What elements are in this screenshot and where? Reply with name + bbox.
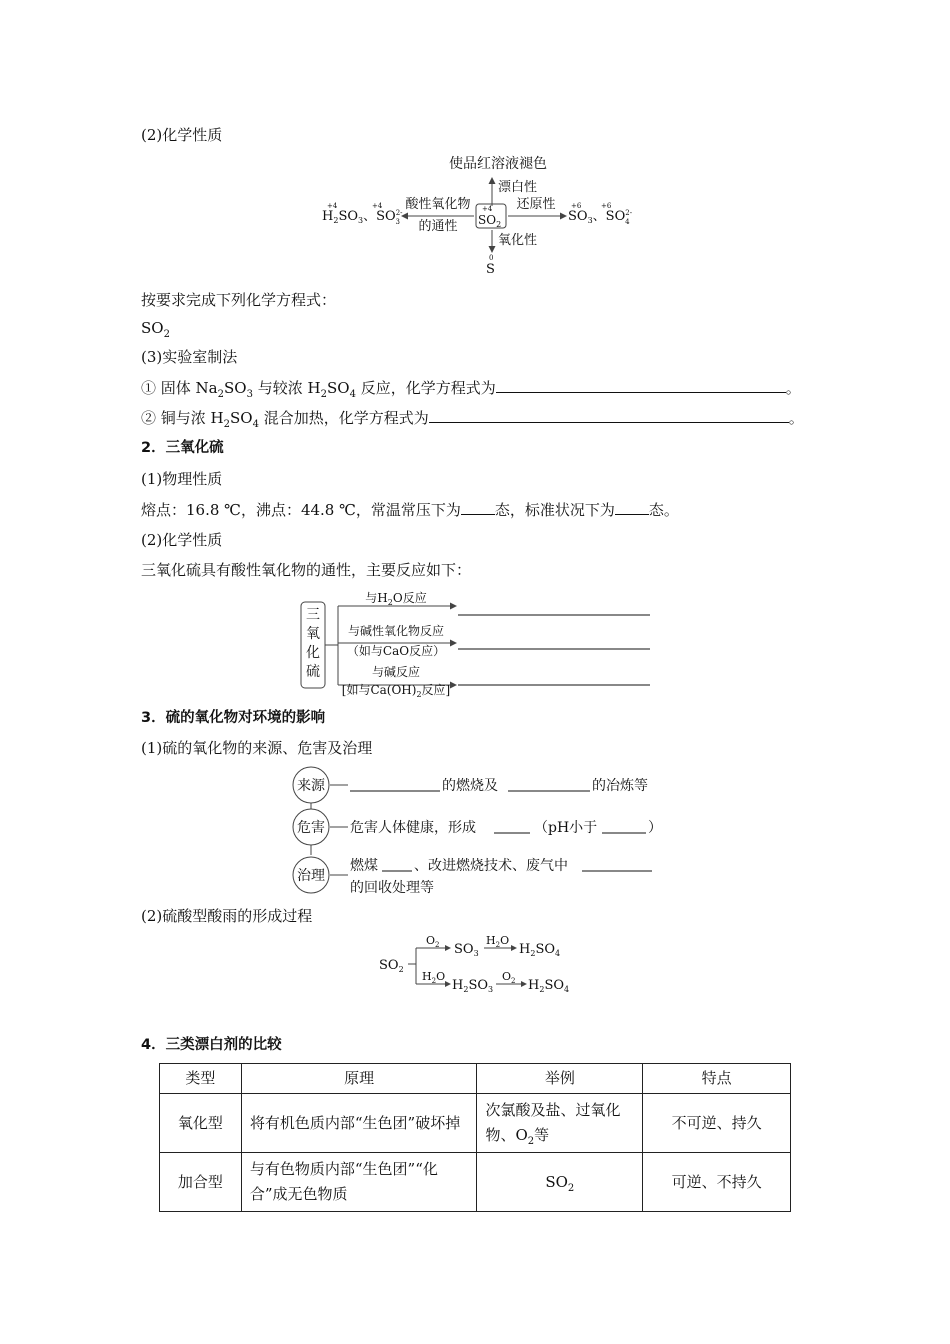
lab-item-2: ② 铜与浓 $H_2SO_4$ 混合加热，化学方程式为 。 xyxy=(141,409,804,430)
branch-2-label: 与碱性氧化物反应 xyxy=(347,624,445,638)
rain-end-2: $H_2SO_4$ xyxy=(528,978,570,994)
so2-center-ox: +4 xyxy=(482,205,493,213)
answer-blank[interactable] xyxy=(615,500,649,515)
bottom-ox: 0 xyxy=(489,254,494,262)
acid-rain-diagram xyxy=(376,932,586,994)
right-ox-1: +6 xyxy=(571,202,582,210)
so3-chem-heading: (2)化学性质 xyxy=(141,531,223,549)
source-text-2: 的冶炼等 xyxy=(592,778,648,794)
so2-left-label-top: 酸性氧化物 xyxy=(405,197,471,212)
branch-1-label: 与$H_2O$反应 xyxy=(365,591,427,607)
treat-text-1: 燃煤 xyxy=(350,858,378,874)
so2-down-label: 氧化性 xyxy=(498,233,538,248)
lab-item-1: ① 固体 $Na_2SO_3$ 与较浓 $H_2SO_4$ 反应，化学方程式为 。 xyxy=(141,379,801,400)
rain-mid-2: $H_2SO_3$ xyxy=(452,978,494,994)
bottom-product: S xyxy=(486,262,495,277)
so3-chem-intro: 三氧化硫具有酸性氧化物的通性，主要反应如下： xyxy=(141,561,472,579)
so3-box-char: 化 xyxy=(306,645,320,661)
source-text-1: 的燃烧及 xyxy=(442,778,498,794)
so2-label: $SO_2$ xyxy=(141,319,170,340)
harm-text-3: ） xyxy=(648,820,662,836)
table-header: 原理 xyxy=(241,1064,477,1094)
branch-3-label: 与碱反应 xyxy=(371,665,421,679)
table-header: 类型 xyxy=(160,1064,242,1094)
table-cell: 次氯酸及盐、过氧化物、$O_2$等 xyxy=(477,1094,643,1153)
branch-2-sub: （如与CaO反应） xyxy=(346,644,446,658)
so2-center-formula: $SO_2$ xyxy=(478,213,502,229)
table-cell: 将有机色质内部“生色团”破坏掉 xyxy=(241,1094,477,1153)
so3-box-char: 硫 xyxy=(306,664,320,680)
so2-chem-heading: (2)化学性质 xyxy=(141,126,223,144)
bleach-table xyxy=(159,1063,791,1212)
rain-start: $SO_2$ xyxy=(379,958,404,974)
table-header: 特点 xyxy=(643,1064,791,1094)
so3-box-char: 氧 xyxy=(306,626,320,642)
so2-properties-diagram xyxy=(318,148,638,278)
so3-reactions-diagram xyxy=(298,588,658,698)
table-cell: $SO_2$ xyxy=(477,1153,643,1212)
table-cell: 加合型 xyxy=(160,1153,242,1212)
treat-label: 治理 xyxy=(297,868,325,884)
instruction: 按要求完成下列化学方程式： xyxy=(141,291,337,309)
source-label: 来源 xyxy=(297,778,325,794)
so2-left-label-bottom: 的通性 xyxy=(418,219,458,234)
right-products: $SO_3$、$SO^{2-}4$ xyxy=(568,209,633,226)
rain-reagent: $O_2$ xyxy=(426,934,440,949)
table-cell: 氧化型 xyxy=(160,1094,242,1153)
table-row xyxy=(160,1153,791,1212)
so2-up-label: 漂白性 xyxy=(498,180,538,195)
table-header-row xyxy=(160,1064,791,1094)
so3-heading: 2．三氧化硫 xyxy=(141,440,224,456)
table-cell: 与有色物质内部“生色团”“化合”成无色物质 xyxy=(241,1153,477,1212)
harm-text-1: 危害人体健康，形成 xyxy=(350,820,476,836)
rain-end-1: $H_2SO_4$ xyxy=(519,942,561,958)
so2-top-label: 使品红溶液褪色 xyxy=(449,156,547,172)
lab-heading: (3)实验室制法 xyxy=(141,348,238,366)
treat-text-2: 、改进燃烧技术、废气中 xyxy=(414,858,568,874)
left-products: $H_2SO_3$、$SO^{2-}3$ xyxy=(322,209,403,226)
answer-blank[interactable] xyxy=(496,378,786,393)
env-sub-2: (2)硫酸型酸雨的形成过程 xyxy=(141,907,313,925)
rain-reagent: $H_2O$ xyxy=(486,934,510,949)
table-cell: 可逆、不持久 xyxy=(643,1153,791,1212)
answer-blank[interactable] xyxy=(461,500,495,515)
left-ox-1: +4 xyxy=(327,202,338,210)
treat-text-3: 的回收处理等 xyxy=(350,880,434,896)
so3-phys-heading: (1)物理性质 xyxy=(141,470,223,488)
env-diagram xyxy=(290,765,670,900)
so2-right-label: 还原性 xyxy=(516,197,556,212)
right-ox-2: +6 xyxy=(601,202,612,210)
harm-text-2: （pH小于 xyxy=(534,820,598,836)
bleach-heading: 4．三类漂白剂的比较 xyxy=(141,1037,282,1053)
table-row xyxy=(160,1094,791,1153)
table-cell: 不可逆、持久 xyxy=(643,1094,791,1153)
branch-3-sub: [如与$Ca(OH)_2$反应] xyxy=(341,683,451,698)
so3-box-char: 三 xyxy=(306,607,320,623)
rain-mid-1: $SO_3$ xyxy=(454,942,479,958)
rain-reagent: $O_2$ xyxy=(502,970,516,985)
env-heading: 3．硫的氧化物对环境的影响 xyxy=(141,710,326,726)
rain-reagent: $H_2O$ xyxy=(422,970,446,985)
so3-phys-text: 熔点：16.8 ℃，沸点：44.8 ℃，常温常压下为 态，标准状况下为 态。 xyxy=(141,501,679,519)
table-header: 举例 xyxy=(477,1064,643,1094)
left-ox-2: +4 xyxy=(372,202,383,210)
harm-label: 危害 xyxy=(297,820,325,836)
env-sub-1: (1)硫的氧化物的来源、危害及治理 xyxy=(141,739,373,757)
answer-blank[interactable] xyxy=(429,408,789,423)
